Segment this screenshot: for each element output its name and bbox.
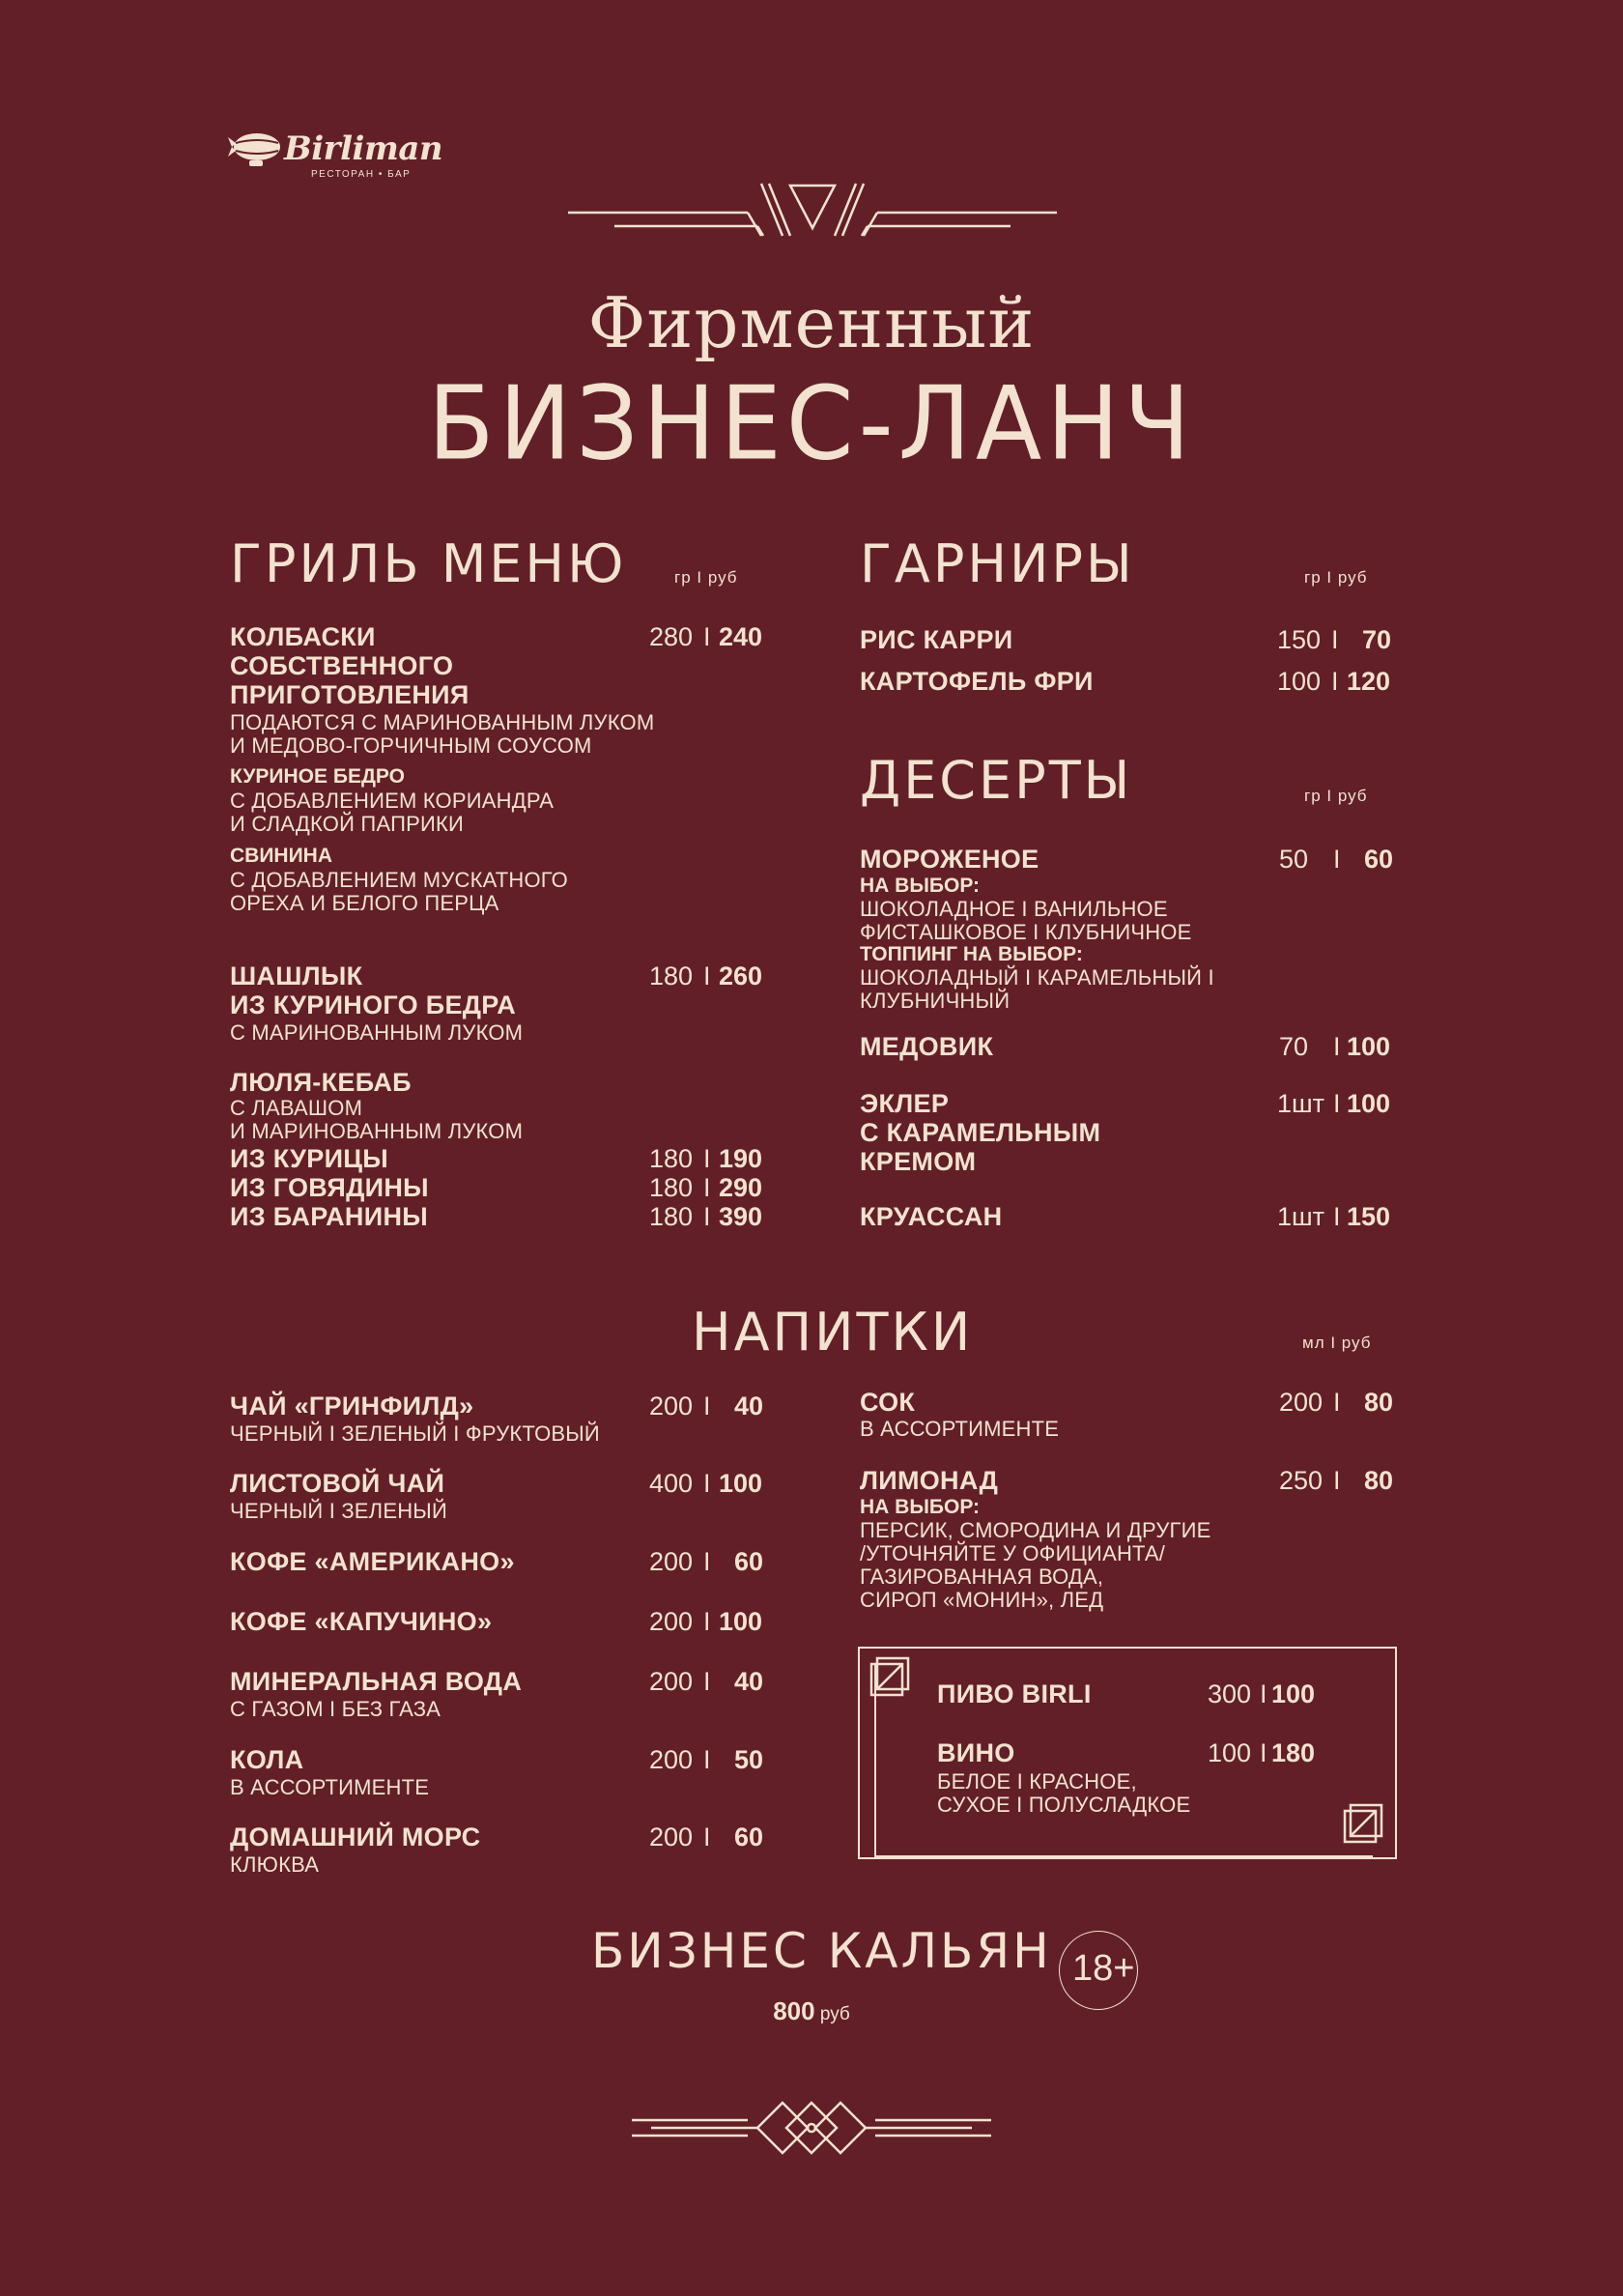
garnish-item-weight: 150 bbox=[1277, 625, 1322, 654]
separator: I bbox=[1331, 667, 1339, 696]
drink-name: КОЛА bbox=[230, 1745, 304, 1774]
desserts-heading: ДЕСЕРТЫ bbox=[860, 750, 1133, 811]
grill-heading: ГРИЛЬ МЕНЮ bbox=[230, 533, 627, 594]
corner-ornament-icon bbox=[1343, 1803, 1383, 1844]
icecream-choice-1: ШОКОЛАДНОЕ I ВАНИЛЬНОЕ bbox=[860, 897, 1168, 921]
airship-icon bbox=[228, 128, 282, 170]
drink-volume: 200 bbox=[649, 1822, 694, 1851]
brand-logo bbox=[228, 126, 441, 184]
desserts-units: гр I руб bbox=[1304, 787, 1368, 805]
chicken-thigh-name: КУРИНОЕ БЕДРО bbox=[230, 765, 405, 788]
croissant-price: 150 bbox=[1347, 1202, 1391, 1231]
shashlik-name-2: ИЗ КУРИНОГО БЕДРА bbox=[230, 990, 517, 1019]
drink-price: 50 bbox=[734, 1745, 764, 1774]
bottom-ornament bbox=[632, 2097, 991, 2159]
grill-units: гр I руб bbox=[674, 568, 738, 587]
drink-desc: КЛЮКВА bbox=[230, 1852, 320, 1877]
wine-name: ВИНО bbox=[937, 1738, 1015, 1767]
shashlik-name-1: ШАШЛЫК bbox=[230, 961, 363, 990]
corner-ornament-icon bbox=[869, 1656, 910, 1697]
sausage-name-2: СОБСТВЕННОГО bbox=[230, 651, 454, 680]
separator: I bbox=[703, 961, 711, 990]
beer-volume: 300 bbox=[1208, 1679, 1252, 1708]
drink-desc: ЧЕРНЫЙ I ЗЕЛЕНЫЙ I ФРУКТОВЫЙ bbox=[230, 1421, 600, 1446]
sausage-price: 240 bbox=[719, 622, 763, 651]
icecream-weight: 50 bbox=[1279, 845, 1309, 874]
drink-desc: С ГАЗОМ I БЕЗ ГАЗА bbox=[230, 1697, 441, 1721]
beer-price: 100 bbox=[1271, 1679, 1316, 1708]
separator: I bbox=[1333, 1466, 1341, 1495]
wine-price: 180 bbox=[1271, 1738, 1316, 1767]
drink-price: 60 bbox=[734, 1547, 764, 1576]
separator: I bbox=[703, 1144, 711, 1173]
garnish-item-name: РИС КАРРИ bbox=[860, 625, 1013, 654]
drink-price: 100 bbox=[719, 1607, 763, 1636]
age-badge-text: 18+ bbox=[1072, 1948, 1135, 1989]
wine-volume: 100 bbox=[1208, 1738, 1252, 1767]
kebab-option-name: ИЗ КУРИЦЫ bbox=[230, 1144, 389, 1173]
separator: I bbox=[703, 1607, 711, 1636]
drink-volume: 200 bbox=[649, 1667, 694, 1696]
kebab-desc-2: И МАРИНОВАННЫМ ЛУКОМ bbox=[230, 1119, 524, 1143]
sausage-name-3: ПРИГОТОВЛЕНИЯ bbox=[230, 680, 470, 709]
garnish-item-weight: 100 bbox=[1277, 667, 1322, 696]
eclair-name-2: С КАРАМЕЛЬНЫМ bbox=[860, 1118, 1101, 1147]
lemonade-desc-3: ГАЗИРОВАННАЯ ВОДА, bbox=[860, 1564, 1104, 1589]
drink-price: 60 bbox=[734, 1822, 764, 1851]
separator: I bbox=[703, 1173, 711, 1202]
drink-desc: В АССОРТИМЕНТЕ bbox=[230, 1775, 430, 1799]
separator: I bbox=[1260, 1679, 1267, 1708]
separator: I bbox=[1331, 625, 1339, 654]
icecream-name: МОРОЖЕНОЕ bbox=[860, 845, 1039, 874]
separator: I bbox=[703, 622, 711, 651]
drink-price: 40 bbox=[734, 1392, 764, 1421]
pork-desc-1: С ДОБАВЛЕНИЕМ МУСКАТНОГО bbox=[230, 868, 568, 892]
shashlik-weight: 180 bbox=[649, 961, 694, 990]
drink-name: КОФЕ «АМЕРИКАНО» bbox=[230, 1547, 515, 1576]
icecream-topping-label: ТОППИНГ НА ВЫБОР: bbox=[860, 943, 1083, 965]
pork-desc-2: ОРЕХА И БЕЛОГО ПЕРЦА bbox=[230, 891, 499, 915]
separator: I bbox=[1333, 1388, 1341, 1417]
drink-volume: 400 bbox=[649, 1469, 694, 1498]
eclair-name-3: КРЕМОМ bbox=[860, 1147, 977, 1176]
separator: I bbox=[703, 1745, 711, 1774]
hookah-currency: руб bbox=[819, 2004, 850, 2024]
kebab-option-price: 390 bbox=[719, 1202, 763, 1231]
lemonade-choice-label: НА ВЫБОР: bbox=[860, 1496, 981, 1518]
icecream-topping-2: КЛУБНИЧНЫЙ bbox=[860, 989, 1011, 1013]
separator: I bbox=[1333, 1202, 1341, 1231]
medovik-price: 100 bbox=[1347, 1032, 1391, 1061]
croissant-weight: 1шт bbox=[1277, 1202, 1325, 1231]
hookah-price: 800 bbox=[773, 1996, 815, 2025]
separator: I bbox=[703, 1202, 711, 1231]
logo-name: Birliman bbox=[284, 129, 443, 168]
separator: I bbox=[1333, 845, 1341, 874]
garnish-units: гр I руб bbox=[1304, 568, 1368, 587]
drink-volume: 200 bbox=[649, 1607, 694, 1636]
garnish-heading: ГАРНИРЫ bbox=[860, 533, 1135, 594]
kebab-option-weight: 180 bbox=[649, 1202, 694, 1231]
garnish-item-name: КАРТОФЕЛЬ ФРИ bbox=[860, 667, 1094, 696]
chicken-thigh-desc-1: С ДОБАВЛЕНИЕМ КОРИАНДРА bbox=[230, 789, 555, 813]
drink-name: ДОМАШНИЙ МОРС bbox=[230, 1822, 481, 1851]
drink-volume: 200 bbox=[649, 1547, 694, 1576]
kebab-option-name: ИЗ ГОВЯДИНЫ bbox=[230, 1173, 429, 1202]
drinks-units: мл I руб bbox=[1302, 1334, 1372, 1352]
medovik-name: МЕДОВИК bbox=[860, 1032, 994, 1061]
separator: I bbox=[703, 1667, 711, 1696]
kebab-option-name: ИЗ БАРАНИНЫ bbox=[230, 1202, 428, 1231]
chicken-thigh-desc-2: И СЛАДКОЙ ПАПРИКИ bbox=[230, 812, 464, 836]
lemonade-desc-2: /УТОЧНЯЙТЕ У ОФИЦИАНТА/ bbox=[860, 1541, 1166, 1565]
menu-subtitle: Фирменный bbox=[587, 282, 1036, 363]
drink-name: МИНЕРАЛЬНАЯ ВОДА bbox=[230, 1667, 523, 1696]
drink-name: ЧАЙ «ГРИНФИЛД» bbox=[230, 1392, 474, 1421]
kebab-desc-1: С ЛАВАШОМ bbox=[230, 1096, 363, 1120]
separator: I bbox=[703, 1469, 711, 1498]
kebab-option-weight: 180 bbox=[649, 1144, 694, 1173]
separator: I bbox=[703, 1547, 711, 1576]
lemonade-desc-4: СИРОП «МОНИН», ЛЕД bbox=[860, 1588, 1104, 1612]
drink-desc: ЧЕРНЫЙ I ЗЕЛЕНЫЙ bbox=[230, 1499, 447, 1523]
menu-title: БИЗНЕС-ЛАНЧ bbox=[427, 364, 1196, 483]
logo-subtitle: РЕСТОРАН • БАР bbox=[311, 169, 412, 180]
juice-desc: В АССОРТИМЕНТЕ bbox=[860, 1417, 1060, 1441]
juice-volume: 200 bbox=[1279, 1388, 1324, 1417]
shashlik-desc: С МАРИНОВАННЫМ ЛУКОМ bbox=[230, 1020, 524, 1045]
separator: I bbox=[1333, 1089, 1341, 1118]
beer-name: ПИВО BIRLI bbox=[937, 1679, 1092, 1708]
sausage-desc-2: И МЕДОВО-ГОРЧИЧНЫМ СОУСОМ bbox=[230, 733, 592, 758]
sausage-weight: 280 bbox=[649, 622, 694, 651]
garnish-item-price: 120 bbox=[1347, 667, 1391, 696]
top-ornament bbox=[568, 182, 1057, 242]
wine-desc-2: СУХОЕ I ПОЛУСЛАДКОЕ bbox=[937, 1793, 1191, 1817]
medovik-weight: 70 bbox=[1279, 1032, 1309, 1061]
wine-desc-1: БЕЛОЕ I КРАСНОЕ, bbox=[937, 1769, 1137, 1794]
hookah-heading: БИЗНЕС КАЛЬЯН bbox=[591, 1923, 1052, 1979]
kebab-option-price: 190 bbox=[719, 1144, 763, 1173]
eclair-weight: 1шт bbox=[1277, 1089, 1325, 1118]
icecream-choice-label: НА ВЫБОР: bbox=[860, 875, 981, 897]
lemonade-price: 80 bbox=[1364, 1466, 1394, 1495]
sausage-name-1: КОЛБАСКИ bbox=[230, 622, 376, 651]
garnish-item-price: 70 bbox=[1362, 625, 1392, 654]
juice-price: 80 bbox=[1364, 1388, 1394, 1417]
icecream-topping-1: ШОКОЛАДНЫЙ I КАРАМЕЛЬНЫЙ I bbox=[860, 965, 1214, 990]
icecream-price: 60 bbox=[1364, 845, 1394, 874]
eclair-price: 100 bbox=[1347, 1089, 1391, 1118]
separator: I bbox=[1333, 1032, 1341, 1061]
drinks-heading: НАПИТКИ bbox=[692, 1302, 974, 1363]
hookah-price-line bbox=[0, 1996, 1623, 2026]
drink-volume: 200 bbox=[649, 1745, 694, 1774]
separator: I bbox=[703, 1392, 711, 1421]
lemonade-desc-1: ПЕРСИК, СМОРОДИНА И ДРУГИЕ bbox=[860, 1518, 1211, 1542]
separator: I bbox=[1260, 1738, 1267, 1767]
lemonade-volume: 250 bbox=[1279, 1466, 1324, 1495]
kebab-option-weight: 180 bbox=[649, 1173, 694, 1202]
pork-name: СВИНИНА bbox=[230, 845, 333, 867]
lemonade-name: ЛИМОНАД bbox=[860, 1466, 999, 1495]
drink-price: 40 bbox=[734, 1667, 764, 1696]
kebab-name: ЛЮЛЯ-КЕБАБ bbox=[230, 1068, 412, 1097]
juice-name: СОК bbox=[860, 1388, 916, 1417]
sausage-desc-1: ПОДАЮТСЯ С МАРИНОВАННЫМ ЛУКОМ bbox=[230, 710, 655, 734]
shashlik-price: 260 bbox=[719, 961, 763, 990]
drink-name: КОФЕ «КАПУЧИНО» bbox=[230, 1607, 493, 1636]
kebab-option-price: 290 bbox=[719, 1173, 763, 1202]
drink-name: ЛИСТОВОЙ ЧАЙ bbox=[230, 1469, 445, 1498]
drink-volume: 200 bbox=[649, 1392, 694, 1421]
eclair-name-1: ЭКЛЕР bbox=[860, 1089, 950, 1118]
icecream-choice-2: ФИСТАШКОВОЕ I КЛУБНИЧНОЕ bbox=[860, 920, 1192, 944]
drink-price: 100 bbox=[719, 1469, 763, 1498]
croissant-name: КРУАССАН bbox=[860, 1202, 1003, 1231]
separator: I bbox=[703, 1822, 711, 1851]
